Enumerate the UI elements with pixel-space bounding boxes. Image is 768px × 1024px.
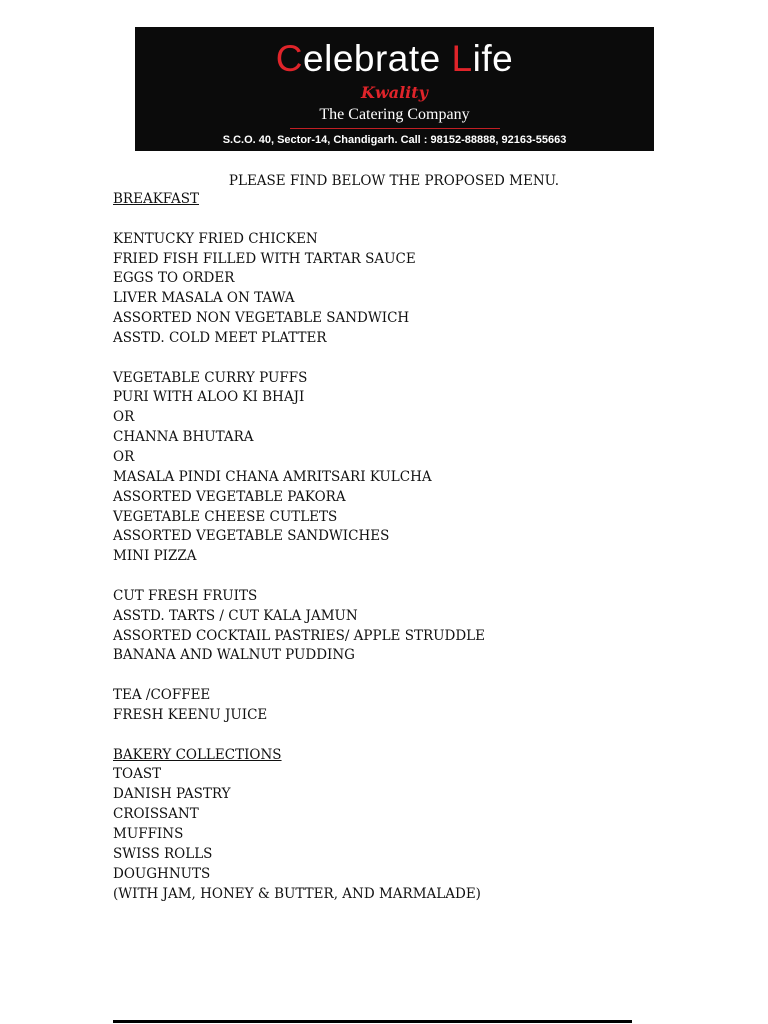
- menu-body: [113, 190, 673, 904]
- veg-list: [113, 369, 673, 567]
- menu-item: ASSTD. COLD MEET PLATTER: [113, 329, 327, 346]
- menu-item: MINI PIZZA: [113, 548, 197, 565]
- bakery-list: [113, 765, 673, 904]
- menu-item: DOUGHNUTS: [113, 865, 211, 882]
- menu-item: SWISS ROLLS: [113, 845, 213, 862]
- menu-item: TOAST: [113, 766, 162, 783]
- spacer: [113, 726, 673, 746]
- menu-item: VEGETABLE CHEESE CUTLETS: [113, 508, 338, 525]
- menu-item: VEGETABLE CURRY PUFFS: [113, 369, 308, 386]
- menu-item: FRIED FISH FILLED WITH TARTAR SAUCE: [113, 250, 416, 267]
- menu-item: LIVER MASALA ON TAWA: [113, 290, 295, 307]
- menu-item: MASALA PINDI CHANA AMRITSARI KULCHA: [113, 468, 432, 485]
- menu-item: ASSORTED COCKTAIL PASTRIES/ APPLE STRUDDLE: [113, 627, 485, 644]
- tagline: The Catering Company: [319, 106, 470, 123]
- menu-item: CROISSANT: [113, 806, 199, 823]
- footer-rule: [113, 1020, 632, 1023]
- brand-name: Celebrate Life: [275, 38, 514, 79]
- spacer: [113, 666, 673, 686]
- spacer: [113, 349, 673, 369]
- section-heading-breakfast: BREAKFAST: [113, 191, 199, 207]
- menu-item: (WITH JAM, HONEY & BUTTER, AND MARMALADE): [113, 885, 481, 902]
- menu-item: FRESH KEENU JUICE: [113, 706, 268, 723]
- menu-item: PURI WITH ALOO KI BHAJI: [113, 389, 305, 406]
- menu-item: ASSORTED VEGETABLE PAKORA: [113, 488, 346, 505]
- non-veg-list: [113, 230, 673, 349]
- menu-item: MUFFINS: [113, 826, 184, 842]
- sub-brand: Kwality: [361, 83, 428, 102]
- menu-item: BANANA AND WALNUT PUDDING: [113, 647, 355, 664]
- address-line: S.C.O. 40, Sector-14, Chandigarh. Call : 98152-88888, 92163-55663: [222, 134, 567, 146]
- beverage-list: [113, 686, 673, 726]
- menu-item: KENTUCKY FRIED CHICKEN: [113, 230, 318, 247]
- menu-item: OR: [113, 409, 135, 426]
- menu-item: ASSORTED NON VEGETABLE SANDWICH: [113, 310, 410, 327]
- menu-item: TEA /COFFEE: [113, 687, 211, 704]
- spacer: [113, 210, 673, 230]
- spacer: [113, 567, 673, 587]
- menu-item: EGGS TO ORDER: [113, 270, 235, 287]
- intro-line: PLEASE FIND BELOW THE PROPOSED MENU.: [228, 173, 560, 189]
- section-heading-bakery: BAKERY COLLECTIONS: [113, 746, 282, 763]
- menu-item: DANISH PASTRY: [113, 786, 231, 803]
- header-banner: [135, 27, 654, 151]
- dessert-list: [113, 587, 673, 666]
- menu-item: ASSORTED VEGETABLE SANDWICHES: [113, 528, 390, 545]
- menu-item: OR: [113, 448, 135, 465]
- divider-line: [290, 128, 500, 129]
- menu-item: CHANNA BHUTARA: [113, 429, 254, 446]
- menu-item: CUT FRESH FRUITS: [113, 587, 258, 604]
- menu-item: ASSTD. TARTS / CUT KALA JAMUN: [113, 607, 358, 624]
